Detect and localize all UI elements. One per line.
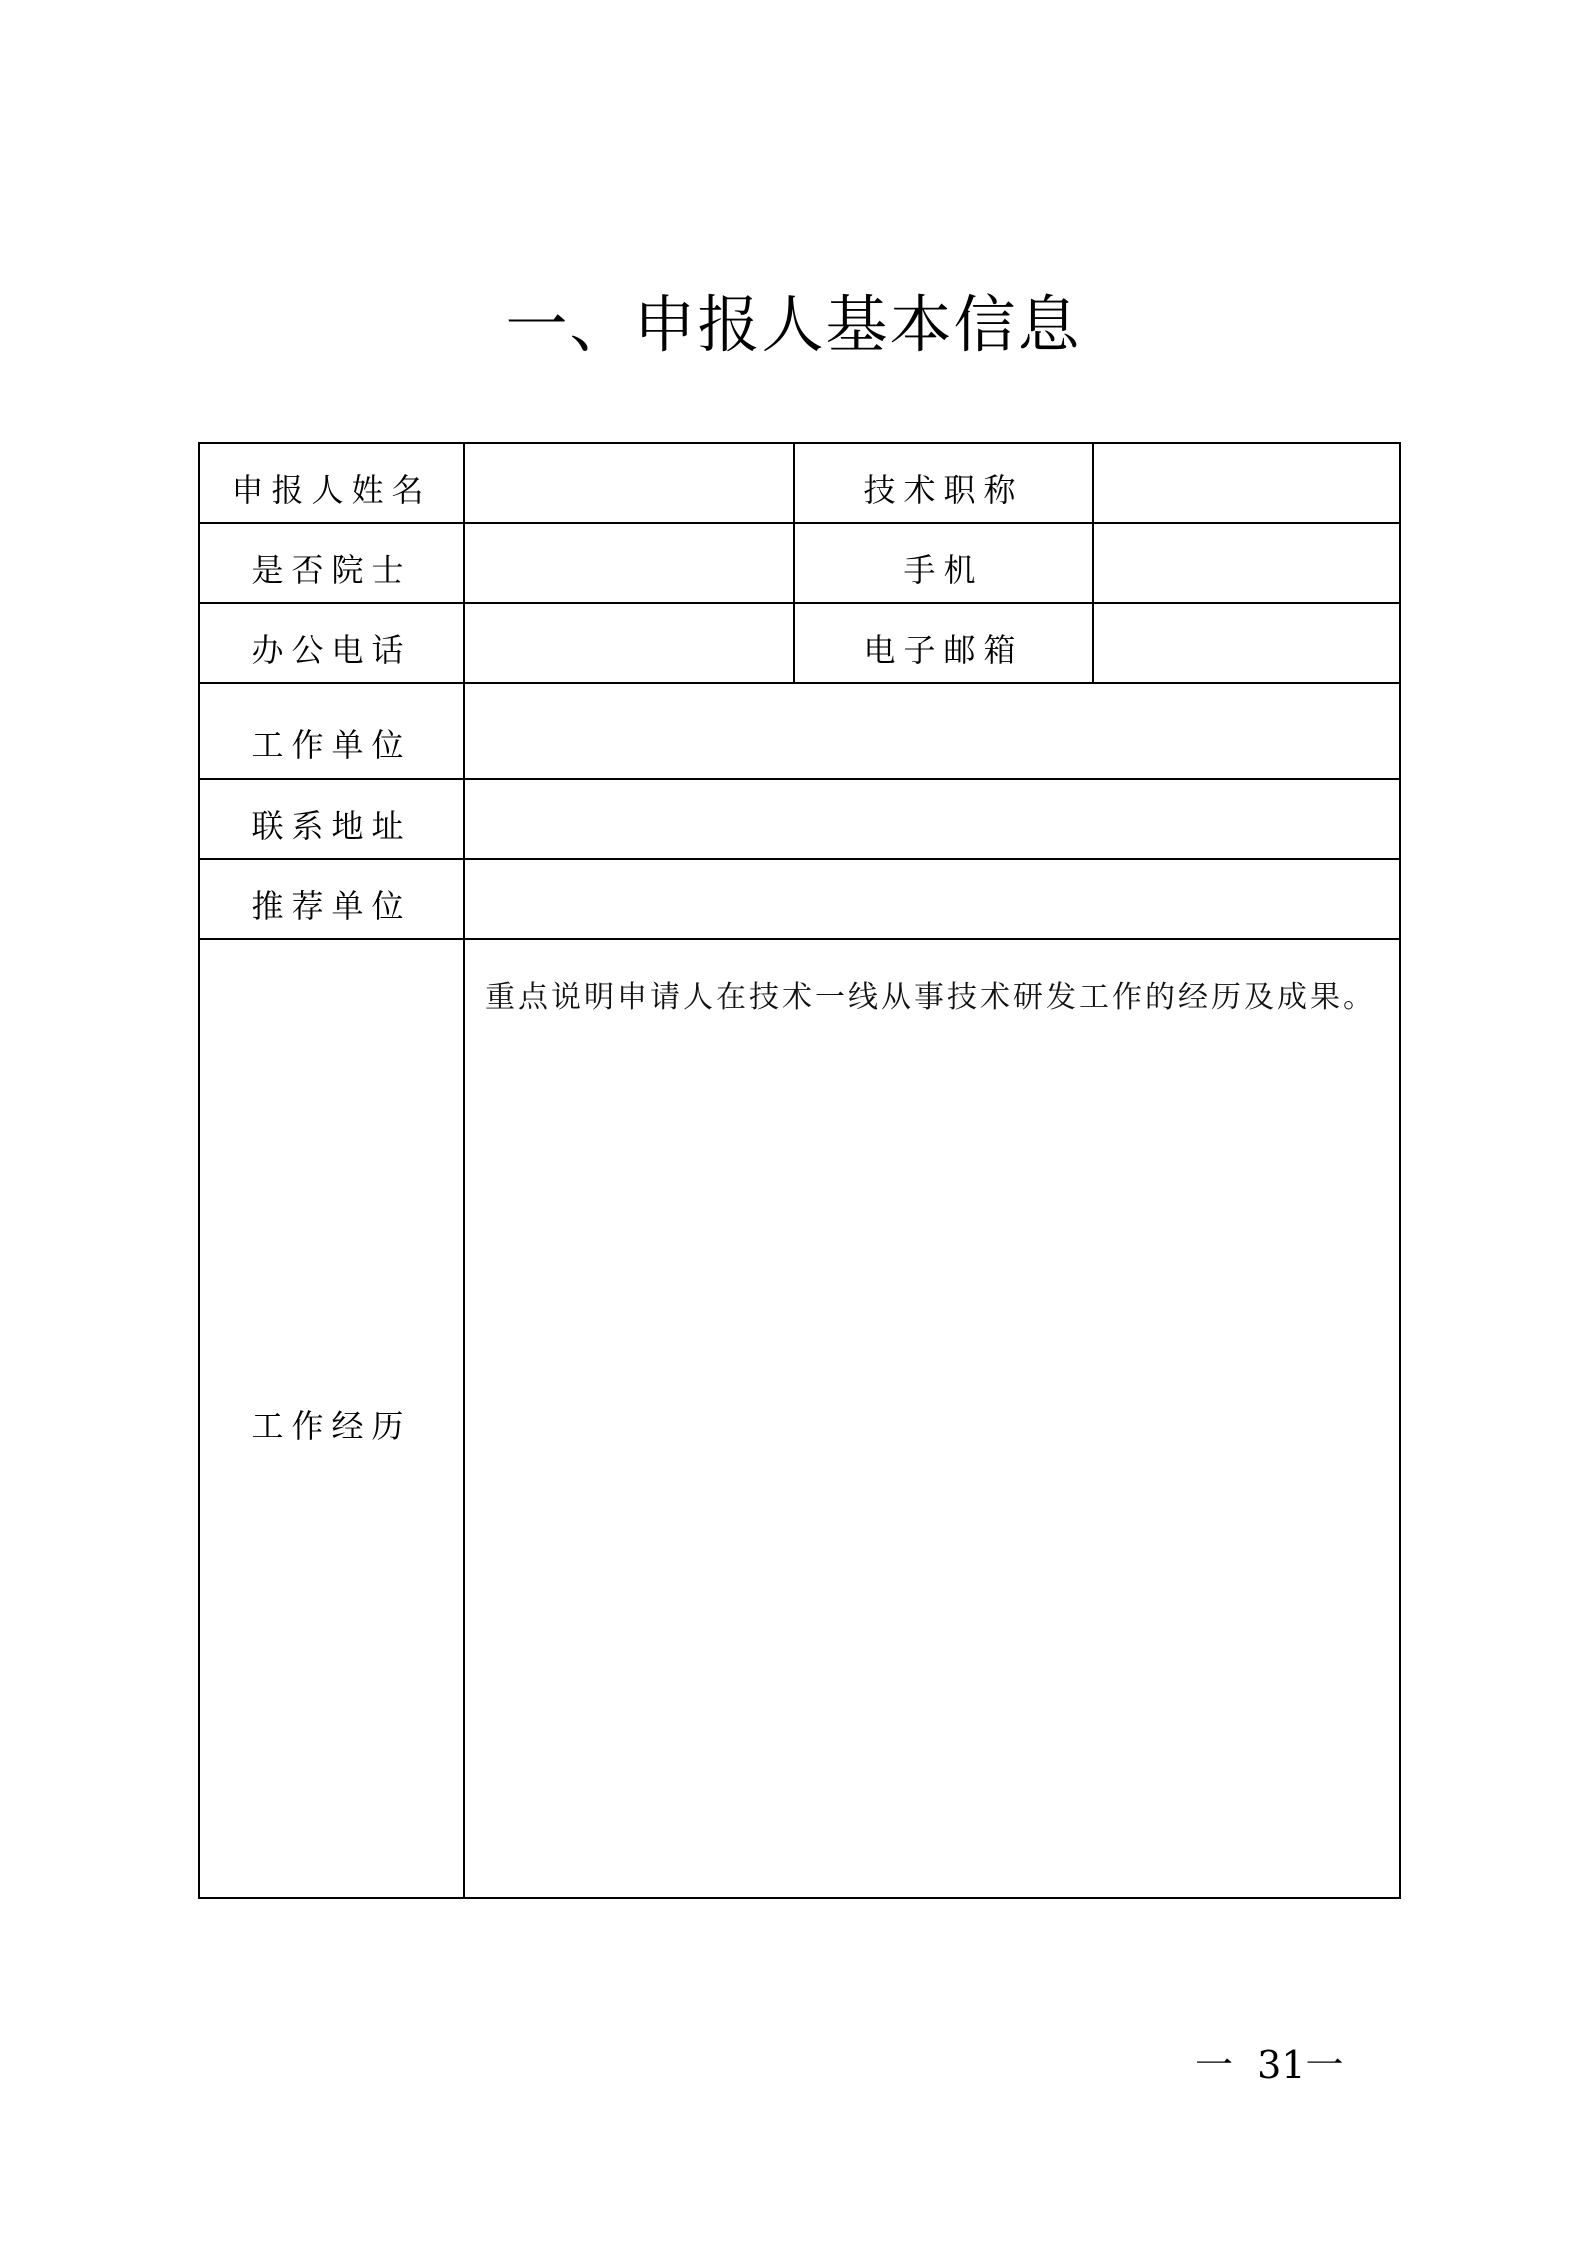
address-field[interactable]: [464, 779, 1400, 859]
email-label: 电子邮箱: [794, 603, 1093, 683]
work-experience-hint: 重点说明申请人在技术一线从事技术研发工作的经历及成果。: [485, 980, 1376, 1015]
table-row: [199, 859, 1400, 939]
page-number: 一 31一: [1195, 2043, 1344, 2087]
applicant-name-field[interactable]: [464, 443, 794, 523]
work-unit-field[interactable]: [464, 683, 1400, 779]
table-row: [199, 939, 1400, 1898]
table-row: [199, 683, 1400, 779]
table-row: [199, 443, 1400, 523]
office-phone-label: 办公电话: [199, 603, 464, 683]
work-experience-field[interactable]: [464, 939, 1400, 1898]
academician-field[interactable]: [464, 523, 794, 603]
technical-title-field[interactable]: [1093, 443, 1400, 523]
work-unit-label: 工作单位: [199, 683, 464, 779]
table-row: [199, 779, 1400, 859]
academician-label: 是否院士: [199, 523, 464, 603]
recommender-field[interactable]: [464, 859, 1400, 939]
mobile-label: 手机: [794, 523, 1093, 603]
work-experience-label: 工作经历: [199, 939, 464, 1898]
office-phone-field[interactable]: [464, 603, 794, 683]
applicant-info-table: [198, 442, 1401, 1899]
table-row: [199, 523, 1400, 603]
mobile-field[interactable]: [1093, 523, 1400, 603]
applicant-name-label: 申报人姓名: [199, 443, 464, 523]
table-row: [199, 603, 1400, 683]
recommender-label: 推荐单位: [199, 859, 464, 939]
address-label: 联系地址: [199, 779, 464, 859]
page-title: 一、申报人基本信息: [505, 288, 1082, 361]
technical-title-label: 技术职称: [794, 443, 1093, 523]
email-field[interactable]: [1093, 603, 1400, 683]
